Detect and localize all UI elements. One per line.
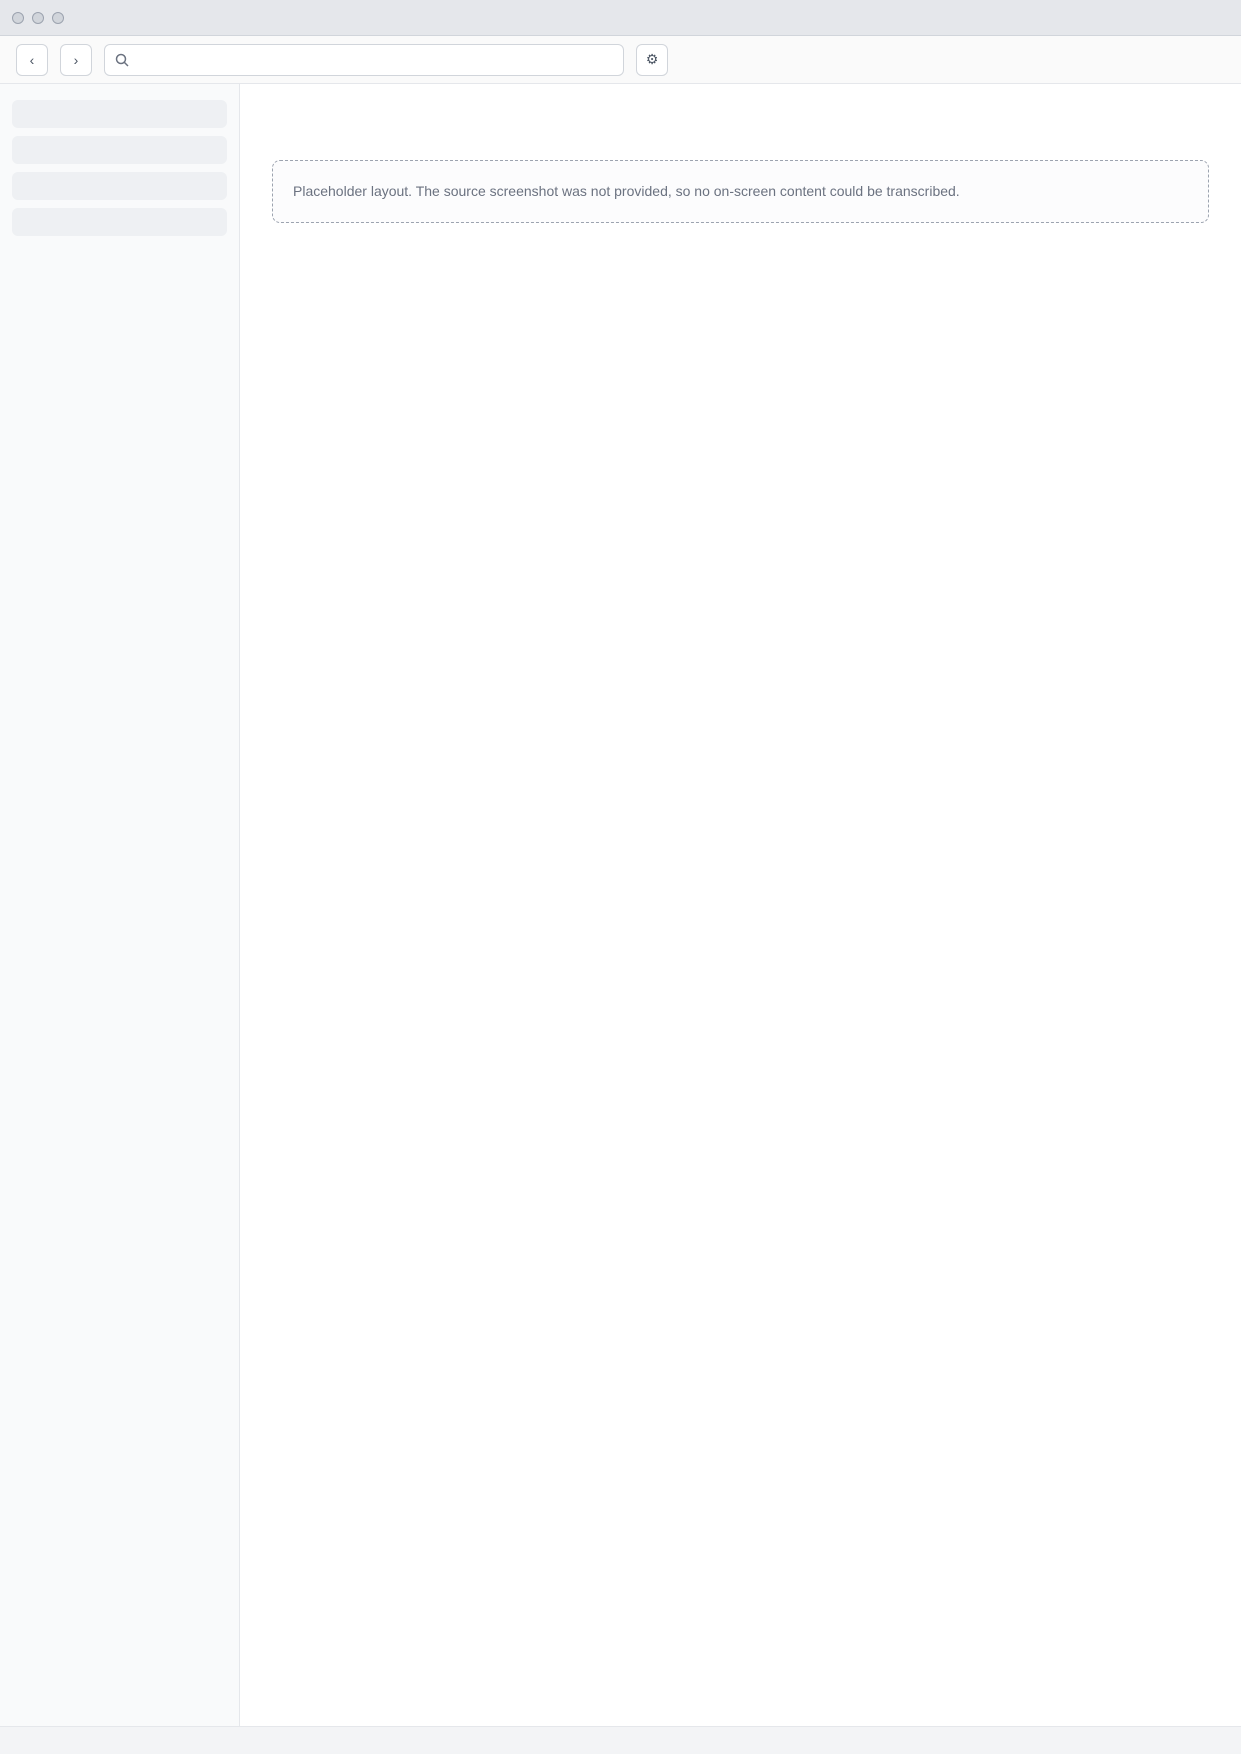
forward-button[interactable]: [60, 44, 92, 76]
sidebar: [0, 84, 240, 1726]
sidebar-item[interactable]: [12, 172, 227, 200]
sidebar-item[interactable]: [12, 208, 227, 236]
sidebar-item[interactable]: [12, 100, 227, 128]
chevron-right-icon: ›: [73, 51, 79, 68]
title-bar: [0, 0, 1241, 36]
content-area: [0, 84, 1241, 1726]
minimize-window-icon[interactable]: [32, 12, 44, 24]
sidebar-item[interactable]: [12, 136, 227, 164]
chevron-left-icon: ‹: [29, 51, 35, 68]
search-box[interactable]: [104, 44, 624, 76]
main-panel: [240, 84, 1241, 1726]
settings-button[interactable]: [636, 44, 668, 76]
status-bar: [0, 1726, 1241, 1754]
close-window-icon[interactable]: [12, 12, 24, 24]
search-icon: [115, 53, 129, 67]
back-button[interactable]: [16, 44, 48, 76]
page-title: [272, 108, 1209, 136]
toolbar: [0, 36, 1241, 84]
window-controls: [12, 12, 64, 24]
gear-icon: ⚙: [645, 51, 659, 67]
placeholder-notice: Placeholder layout. The source screenshot was not provided, so no on-screen content could be transcribed.: [272, 160, 1209, 223]
search-input[interactable]: [137, 52, 613, 68]
maximize-window-icon[interactable]: [52, 12, 64, 24]
